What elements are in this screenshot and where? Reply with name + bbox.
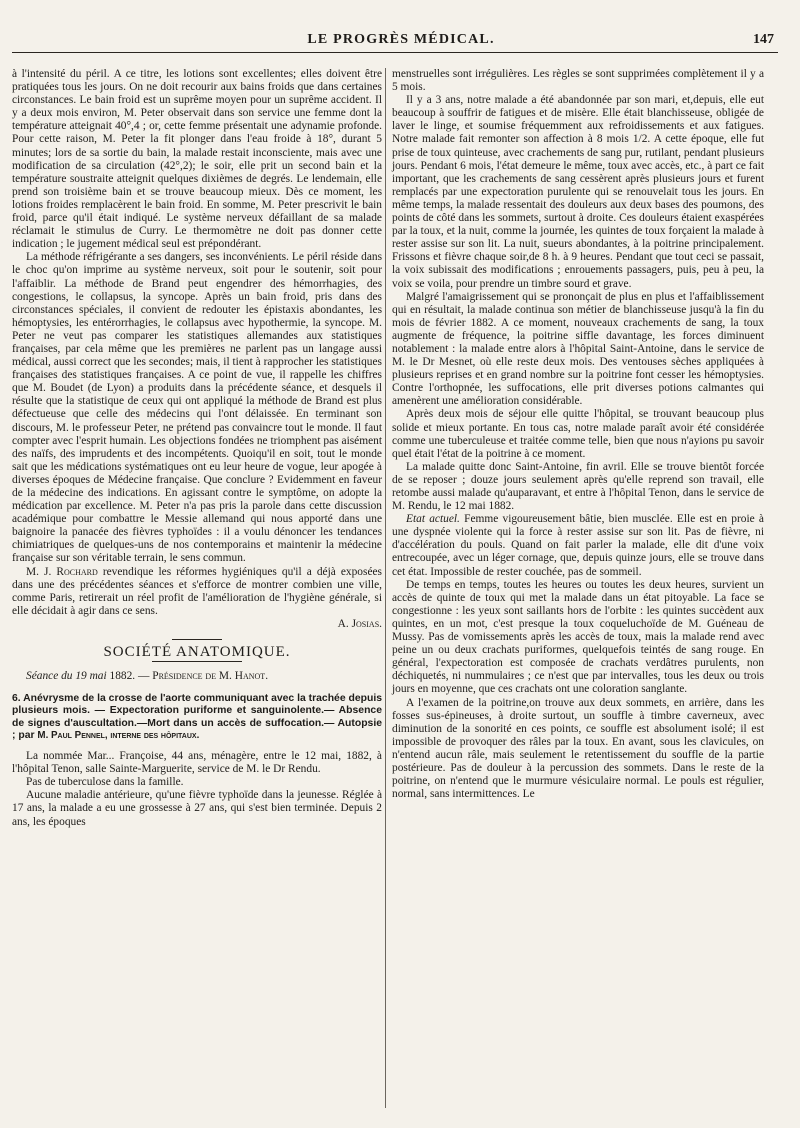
signature: A. Josias. (337, 617, 382, 630)
presidence: Présidence de M. Hanot. (152, 670, 269, 683)
paragraph: Il y a 3 ans, notre malade a été abandonnée par son mari, et,depuis, elle eut beaucoup à souffrir de fatigues et de misère. Elle était blanchisseuse, obligée de laver le linge, et soumise fréquemment aux refroidissements et aux fatigues. Notre malade fait remonter son affection à 8 mois 1/2. A cette époque, elle fut prise de toux quinteuse, avec crachements de sang pur, rutilant, pendant plusieurs jours. Pendant 6 mois, l'état demeure le même, toux avec accès, etc., à part ce fait important, que les crachements de sang cessèrent après plusieurs jours et furent remplacés par une expectoration purulente qui se renouvelait tous les jours. En même temps, la malade ressentait des douleurs aux deux bases des poumons, des points de côté dans les sommets, surtout à droite. Ces douleurs étaient exaspérées par la toux, et la nuit, comme la journée, les quintes de toux forçaient la malade à rester assise sur son lit. La nuit, sueurs abondantes, à la poitrine principalement. Frissons et fièvre chaque soir,de 8 h. à 9 heures. Pendant que tout ceci se passait, la voix subissait des modifications ; enrouements passagers, puis, peu à peu, la voix se voila, pour prendre un timbre sourd et grave. (392, 94, 764, 290)
paragraph: A l'examen de la poitrine,on trouve aux deux sommets, en arrière, dans les fosses sus-épineuses, à droite surtout, un souffle à timbre caverneux, avec diminution de la sonorité en ces points, ce souffle est absolument isolé; il est impossible de provoquer des râles par la toux. En avant, sous les clavicules, on n'entend aucun râle, mais seulement le retentissement du souffle de la partie postérieure. Pas de douleur à la percussion des sommets. Dans le reste de la poitrine, on n'entend que le murmure vésiculaire normal. Le pouls est régulier, normal, sans intermittences. Le (392, 696, 764, 801)
paragraph: à l'intensité du péril. A ce titre, les lotions sont excellentes; elles doivent être pratiquées tous les jours. On ne doit recourir aux bains froids que dans certaines circonstances. Le bain froid est un suprême moyen pour un suprême accident. Il y a deux mois environ, M. Peter observait dans son service une femme dont la température atteignait 40°,4 ; or, cette femme présentait une adynamie profonde. Pour cette raison, M. Peter la fit plonger dans l'eau froide à 18°, durant 5 minutes; lors de sa sortie du bain, la malade restait inconsciente, mais avec une modification de sa circulation (42°,2); le soir, elle prit un second bain et la température soustraite atteignit quelques dixièmes de degrés. Le lendemain, elle prend son troisième bain et se trouve beaucoup mieux. Dès ce moment, les lotions froides remplacèrent le bain froid. En somme, M. Peter prescrivit le bain froid, parce qu'il était indiqué. Le système nerveux défaillant de sa malade réclamait le stimulus de Curry. Le thermomètre ne doit pas donner cette indication ; le jugement médical seul est prépondérant. (12, 68, 382, 251)
seance-line (12, 670, 382, 683)
paragraph: Malgré l'amaigrissement qui se prononçait de plus en plus et l'affaiblissement qui en résultait, la malade continua son métier de blanchisseuse jusqu'à la fin du mois de février 1882. A ce moment, nouveaux crachements de sang, la toux augmente de fréquence, la poitrine siffle davantage, les forces diminuent notablement : la malade entre alors à l'hôpital Saint-Antoine, dans le service de M. le Dr Mesnet, où elle reste deux mois. Des ventouses sèches appliquées à plusieurs reprises et en grand nombre sur la poitrine font cesser les hémoptysies. Contre l'orthopnée, les suffocations, elle prit diverses potions calmantes qui amenèrent une amélioration considérable. (392, 290, 764, 408)
paragraph-lead: Etat actuel. (406, 513, 460, 526)
paragraph: Après deux mois de séjour elle quitte l'hôpital, se trouvant beaucoup plus solide et mieux portante. En tous cas, notre malade paraît avoir été considérée comme une tuberculeuse et traitée comme telle, bien que nous n'ayions pu savoir quel était l'état de la poitrine à ce moment. (392, 408, 764, 460)
section-rule (172, 639, 222, 640)
paragraph: Aucune maladie antérieure, qu'une fièvre typhoïde dans la jeunesse. Réglée à 17 ans, la malade a eu une grossesse à 27 ans, qui s'est bien terminée. Depuis 2 ans, les époques (12, 789, 382, 828)
paragraph-text: revendique les réformes hygiéniques qu'il a déjà exposées dans une des précédentes séances et s'efforce de montrer combien une ville, comme Paris, retirerait un réel profit de l'amélioration de l'hygiène générale, si elle décidait à agir dans ce sens. (12, 565, 382, 617)
paragraph: Pas de tuberculose dans la famille. (26, 776, 184, 789)
seance-year: 1882. — (106, 670, 153, 683)
paragraph: menstruelles sont irrégulières. Les règles se sont supprimées complètement il y a 5 mois. (392, 68, 764, 94)
section-title: SOCIÉTÉ ANATOMIQUE. (103, 644, 291, 661)
journal-title: LE PROGRÈS MÉDICAL. (307, 32, 495, 47)
right-column (392, 68, 764, 801)
paragraph: La malade quitte donc Saint-Antoine, fin avril. Elle se trouve bientôt forcée de se reposer ; douze jours seulement après qu'elle reprend son travail, elle retombe aussi malade qu'auparavant, et entre à l'hôpital Tenon, dans le service de M. Rendu, le 12 mai 1882. (392, 460, 764, 513)
page-number: 147 (753, 32, 774, 47)
left-column (12, 68, 382, 829)
header-rule (12, 52, 778, 53)
case-author: M. Paul Pennel, interne des hôpitaux. (37, 729, 200, 741)
seance-date: Séance du 19 mai (26, 670, 107, 683)
paragraph (392, 513, 764, 578)
column-divider (385, 68, 386, 1108)
paragraph: La méthode réfrigérante a ses dangers, ses inconvénients. Le péril réside dans le choc qu'on imprime au système nerveux, soit pour le soutenir, soit pour l'affaiblir. La méthode de Brand peut engendrer des hémorrhagies, des congestions, le collapsus, la syncope. Après un bain froid, pris dans des circonstances spéciales, il convient de redouter les épistaxis abondantes, les hémoptysies, les entérorrhagies, le collapsus avec hypothermie, la syncope. M. Peter ne veut pas comparer les statistiques allemandes aux statistiques françaises, par cela même que les premières ne parlent pas un langage aussi médical, aussi correct que les secondes; mais, il tient à rapprocher les statistiques françaises des statistiques françaises. A ce point de vue, il rappelle les chiffres que M. Boudet (de Lyon) a produits dans la précédente séance, et desquels il résulte que la statistique de ceux qui ont appliqué la méthode de Brand est plus défectueuse que celle des médecins qui l'ont délaissée. En terminant son discours, M. le professeur Peter, ne prétend pas convaincre tout le monde. Il faut compter avec l'esprit humain. Les objections fondées ne triomphent pas aisément des naïfs, des imprudents et des incompétents. Quoiqu'il en soit, tout le monde sait que les médications systématiques ont eu leur heure de vogue, leur apogée à diverses époques de Médecine française. Que conclure ? Evidemment en faveur de la médecine des indications. En agissant contre le symptôme, on adopte la médication par excellence. M. Peter n'a pas pris la parole dans cette discussion académique pour combattre le Messie allemand qui nous apporté dans une baignoire la panacée des fièvres typhoïdes : il a voulu dénoncer les tendances chimiatriques de quelques-uns de nos contemporains et maintenir la médecine française sur son véritable terrain, le sens commun. (12, 251, 382, 565)
section-rule (152, 661, 242, 662)
case-title: 6. Anévrysme de la crosse de l'aorte communiquant avec la trachée depuis plusieurs mois. — Expectoration puriforme et sanguinolente.— Absence de signes d'auscultation.—Mort dans un accès de suffocation.— Autopsie ; par M. Paul Pennel, interne des hôpitaux. (12, 693, 382, 741)
paragraph-text: Femme vigoureusement bâtie, bien musclée. Elle est en proie à une dyspnée violente qui la force à rester assise sur son lit. Pas de fièvre, ni d'accélération du pouls. Quand on fait parler la malade, elle dit d'une voix entrecoupée, avec un léger cornage, que, depuis quinze jours, elle se trouve dans cet état. Impossible de rester couchée, pas de sommeil. (392, 513, 764, 578)
paragraph (12, 566, 382, 618)
page-header (12, 30, 790, 52)
author-name: M. J. Rochard (26, 565, 98, 578)
paragraph: De temps en temps, toutes les heures ou toutes les deux heures, survient un accès de quinte de toux qui met la malade dans un état pitoyable. La face se congestionne : les yeux sont saillants hors de l'orbite : les quintes succèdent aux quintes, en un mot, c'est presque la toux coqueluchoïde de M. Guéneau de Mussy. Pas de vomissements après les accès de toux, mais la malade rend avec peine un ou deux crachats puriformes, quelquefois teintés de sang rouge. En général, l'expectoration est composée de crachats verdâtres purulents, non déchiquetés, ni nummulaires ; ce n'est que par intervalles, tous les deux ou trois jours en moyenne, que ces crachats ont une coloration sanglante. (392, 578, 764, 696)
paragraph: La nommée Mar... Françoise, 44 ans, ménagère, entre le 12 mai, 1882, à l'hôpital Tenon, salle Sainte-Marguerite, service de M. le Dr Rendu. (12, 750, 382, 776)
